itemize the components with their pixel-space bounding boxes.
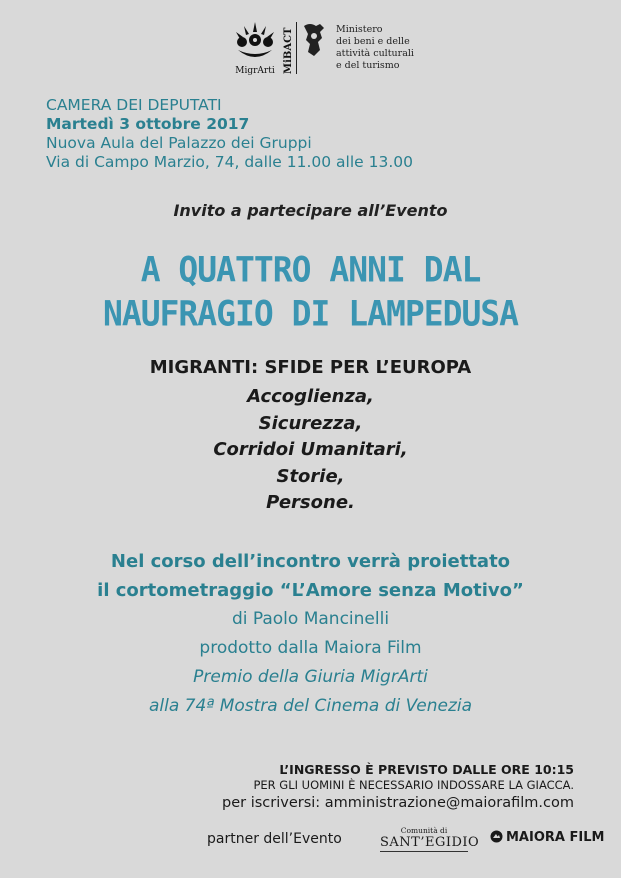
mibact-label: MiBACT (283, 27, 294, 74)
event-title (0, 248, 621, 336)
santegidio-logo (380, 826, 480, 852)
migrarti-logo-icon (232, 20, 278, 72)
migrarti-label: MigrArti (235, 66, 275, 76)
santegidio-top-text: Comunità di (400, 826, 448, 835)
ministry-line: Ministero (336, 24, 383, 35)
partners-label: partner dell’Evento (207, 831, 342, 847)
ministry-line: attività culturali (336, 48, 414, 59)
topic-item: Accoglienza, (247, 386, 374, 407)
footer-notes (222, 762, 574, 813)
film-title: il cortometraggio “L’Amore senza Motivo” (97, 580, 524, 601)
film-award: Premio della Giuria MigrArti (193, 667, 428, 687)
ministry-line: dei beni e delle (336, 36, 410, 47)
topics-list (0, 384, 621, 517)
event-date: Martedì 3 ottobre 2017 (46, 115, 250, 133)
film-festival: alla 74ª Mostra del Cinema di Venezia (148, 696, 473, 716)
ministry-name (336, 24, 416, 72)
dress-code-note: PER GLI UOMINI È NECESSARIO INDOSSARE LA GIACCA. (253, 778, 574, 792)
mibact-logo (280, 22, 294, 76)
entry-time-note: L’INGRESSO È PREVISTO DALLE ORE 10:15 (279, 762, 574, 777)
venue-info (46, 96, 413, 172)
registration-email[interactable]: per iscriversi: amministrazione@maiorafilm.com (222, 795, 574, 811)
topic-item: Persone. (266, 492, 355, 514)
event-subtitle: MIGRANTI: SFIDE PER L’EUROPA (149, 357, 472, 378)
ministry-line: e del turismo (336, 60, 400, 71)
topic-item: Sicurezza, (258, 412, 363, 434)
venue-hall: Nuova Aula del Palazzo dei Gruppi (46, 134, 312, 152)
event-title-line1: A QUATTRO ANNI DAL (140, 248, 481, 290)
topic-item: Storie, (276, 465, 345, 487)
header-logos (232, 20, 412, 80)
santegidio-name: SANT’EGIDIO (380, 835, 480, 850)
maiora-logo (490, 830, 604, 847)
topic-item: Corridoi Umanitari, (213, 439, 408, 461)
event-title-line2: NAUFRAGIO DI LAMPEDUSA (102, 293, 519, 334)
film-producer: prodotto dalla Maiora Film (199, 638, 422, 658)
ministry-emblem-icon (300, 20, 330, 60)
logo-divider (296, 22, 297, 74)
venue-address-time: Via di Campo Marzio, 74, dalle 11.00 alle 13.00 (46, 153, 413, 171)
film-director: di Paolo Mancinelli (231, 609, 390, 629)
screening-info (0, 547, 621, 721)
maiora-film-icon (490, 830, 503, 847)
maiora-name: MAIORA FILM (506, 830, 605, 845)
invitation-line: Invito a partecipare all’Evento (173, 201, 448, 220)
venue-name: CAMERA DEI DEPUTATI (46, 96, 222, 114)
screening-intro: Nel corso dell’incontro verrà proiettato (110, 551, 511, 572)
